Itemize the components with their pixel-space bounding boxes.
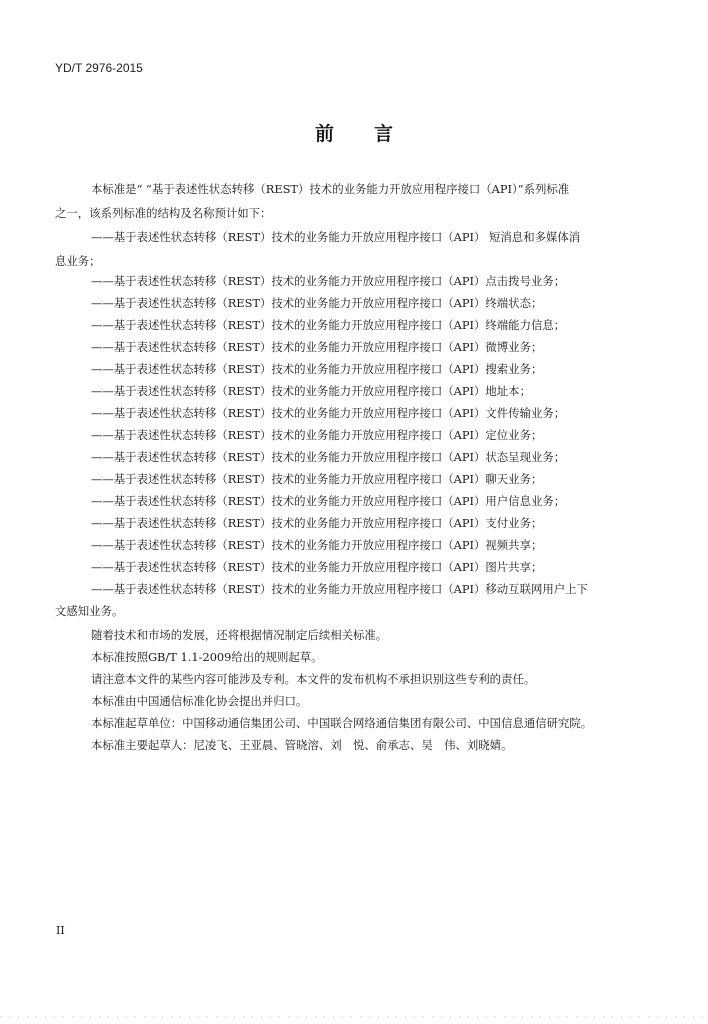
list-item-last-line-2: 文感知业务。 (55, 604, 124, 618)
intro-line-1: 本标准是“ “基于表述性状态转移（REST）技术的业务能力开放应用程序接口（API）”系列标准 (91, 182, 570, 196)
list-item: ——基于表述性状态转移（REST）技术的业务能力开放应用程序接口（API）聊天业务； (91, 472, 543, 486)
document-code: YD/T 2976-2015 (55, 61, 143, 75)
list-item: ——基于表述性状态转移（REST）技术的业务能力开放应用程序接口（API）用户信息业务； (91, 494, 566, 508)
list-item: ——基于表述性状态转移（REST）技术的业务能力开放应用程序接口（API）终端能力信息； (91, 318, 566, 332)
list-item-first-line-2: 息业务； (55, 254, 101, 268)
intro-line-2: 之一，该系列标准的结构及名称预计如下： (55, 206, 272, 220)
list-item: ——基于表述性状态转移（REST）技术的业务能力开放应用程序接口（API）视频共享； (91, 538, 543, 552)
page-number: II (56, 924, 65, 937)
list-item-first-line-1: ——基于表述性状态转移（REST）技术的业务能力开放应用程序接口（API） 短消息和多媒体消 (91, 230, 581, 244)
list-item: ——基于表述性状态转移（REST）技术的业务能力开放应用程序接口（API）文件传输业务； (91, 406, 566, 420)
list-item: ——基于表述性状态转移（REST）技术的业务能力开放应用程序接口（API）定位业务； (91, 428, 543, 442)
list-item: ——基于表述性状态转移（REST）技术的业务能力开放应用程序接口（API）微博业务； (91, 340, 543, 354)
closing-paragraph: 本标准主要起草人：尼凌飞、王亚晨、管晓溶、刘 悦、俞承志、吴 伟、刘晓婧。 (91, 738, 513, 752)
scan-edge-artifact (0, 1016, 708, 1018)
list-item: ——基于表述性状态转移（REST）技术的业务能力开放应用程序接口（API）地址本； (91, 384, 531, 398)
closing-paragraph: 请注意本文件的某些内容可能涉及专利。本文件的发布机构不承担识别这些专利的责任。 (91, 672, 536, 686)
list-item: ——基于表述性状态转移（REST）技术的业务能力开放应用程序接口（API）终端状态； (91, 296, 543, 310)
list-item: ——基于表述性状态转移（REST）技术的业务能力开放应用程序接口（API）图片共享； (91, 560, 543, 574)
list-item: ——基于表述性状态转移（REST）技术的业务能力开放应用程序接口（API）状态呈现业务； (91, 450, 566, 464)
closing-paragraph: 本标准由中国通信标准化协会提出并归口。 (91, 694, 308, 708)
closing-paragraph: 随着技术和市场的发展，还将根据情况制定后续相关标准。 (91, 628, 388, 642)
list-item-last-line-1: ——基于表述性状态转移（REST）技术的业务能力开放应用程序接口（API）移动互联网用户上下 (91, 582, 588, 596)
page-title: 前言 (314, 123, 433, 145)
closing-paragraph: 本标准按照GB/T 1.1-2009给出的规则起草。 (91, 650, 323, 664)
list-item: ——基于表述性状态转移（REST）技术的业务能力开放应用程序接口（API）支付业务； (91, 516, 543, 530)
closing-paragraph: 本标准起草单位：中国移动通信集团公司、中国联合网络通信集团有限公司、中国信息通信研究院。 (91, 716, 593, 730)
list-item: ——基于表述性状态转移（REST）技术的业务能力开放应用程序接口（API）搜索业务； (91, 362, 543, 376)
list-item: ——基于表述性状态转移（REST）技术的业务能力开放应用程序接口（API）点击拨号业务； (91, 274, 566, 288)
